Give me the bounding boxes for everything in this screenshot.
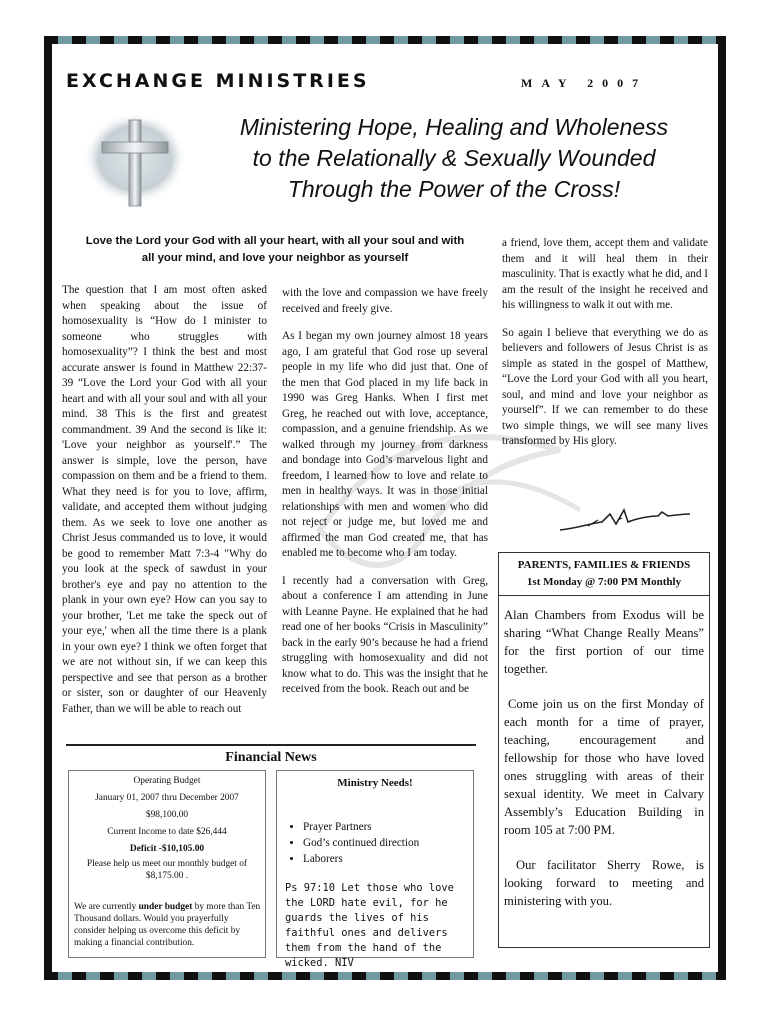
budget-note-emphasis: under budget [138, 902, 193, 912]
article-column-2 [282, 286, 488, 710]
budget-box [68, 770, 266, 958]
masthead: EXCHANGE MINISTRIES [66, 70, 370, 92]
issue-date: MAY 2007 [521, 76, 648, 90]
list-item: • Laborers [303, 851, 473, 867]
article-column-1 [62, 283, 267, 729]
article-column-3 [502, 236, 708, 462]
article-paragraph: The question that I am most often asked when speaking about the issue of homosexuality is “How do I minister to someone who struggles with homosexuality”? I think the best and most accurate answer is found in Matthew 22:37-39 “Love the Lord your God with all your heart and with all your soul and with all your mind. 38 This is the first and greatest commandment. 39 And the second is like it: 'Love your neighbor as yourself'.” The answer is simple, love the person, have compassion on them and be a friend to them. What they need is for you to love, affirm, validate, and accepted them without judging them. As we seek to love one another as Christ Jesus commanded us to love, it would be good to remember Matt 7:3-4 "Why do you look at the speck of sawdust in your brother's eye and pay no attention to the plank in your own eye? How can you say to your brother, 'Let me take the speck out of your eye,' when all the time there is a plank in your own eye? I think we often forget that we are not without sin, if we can keep this perspective and see that person as a brother or sister, son or daughter of our Heavenly Father, than we will be able to reach out [62, 284, 267, 715]
article-paragraph: with the love and compassion we have freely received and freely give. [282, 287, 488, 315]
tagline [232, 112, 676, 205]
parents-box-paragraph: Our facilitator Sherry Rowe, is looking forward to meeting and ministering with you. [504, 858, 704, 908]
signature-icon [558, 500, 692, 536]
tagline-line-3: Through the Power of the Cross! [287, 176, 621, 202]
ministry-needs-list [277, 819, 473, 867]
current-income: Current Income to date $26,444 [107, 827, 227, 837]
list-item: • Prayer Partners [303, 819, 473, 835]
psalm-verse: Ps 97:10 Let those who love the LORD hate evil, for he guards the lives of his faithful ones and delivers them from the hand of the wicked. NIV [285, 882, 454, 969]
verse-heading-line-1: Love the Lord your God with all your heart, with all your soul and with [85, 235, 465, 247]
deficit: Deficit -$10,105.00 [129, 844, 205, 854]
verse-heading [62, 233, 488, 267]
financial-divider [66, 744, 476, 746]
financial-news-title: Financial News [225, 750, 317, 765]
budget-note-text: We are currently [74, 902, 139, 912]
budget-period: January 01, 2007 thru December 2007 [95, 793, 239, 803]
article-paragraph: So again I believe that everything we do as believers and followers of Jesus Christ is as simple as stated in the gospel of Matthew, “Love the Lord your God with all you heart, soul, and mind and love your neighbor as yourself”. If we can remember to do these two simple things, we will see many lives transformed by His glory. [502, 326, 708, 447]
parents-box-title: PARENTS, FAMILIES & FRIENDS [517, 559, 691, 571]
tagline-line-1: Ministering Hope, Healing and Wholeness [239, 114, 669, 140]
budget-note-text: by more than Ten Thousand dollars. Would you prayerfully consider helping us overcome this deficit by making a financial contribution. [74, 902, 261, 948]
verse-heading-line-2: all your mind, and love your neighbor as yourself [141, 252, 409, 264]
operating-budget-label: Operating Budget [133, 776, 201, 786]
parents-box-body [499, 596, 709, 910]
ministry-needs-title: Ministry Needs! [337, 777, 413, 789]
parents-box-schedule: 1st Monday @ 7:00 PM Monthly [526, 576, 682, 588]
parents-box-header [499, 553, 709, 596]
cross-logo-icon [82, 110, 188, 214]
monthly-budget-line: Please help us meet our monthly budget of $8,175.00 . [86, 859, 248, 881]
budget-amount: $98,100.00 [145, 810, 189, 820]
article-paragraph: As I began my own journey almost 18 years ago, I am grateful that God rose up several people in my life who did just that. One of the men that God placed in my life back in 1990 was Greg Hanks. When I first met Greg, he reached out with love, acceptance, compassion, and a genuine friendship. As we walked through my journey from darkness and bondage into God’s marvelous light and freedom, I learned how to love and relate to men in healthy ways. It was in those initial relationships with men and women who did not reject or judge me, but loved me and affirmed the man God created me, that has enabled me to become who I am today. [282, 330, 488, 559]
article-paragraph: a friend, love them, accept them and validate them and it will heal them in their masculinity. That is exactly what he did, and I am the result of the insight he received and his willingness to walk it out with me. [502, 237, 708, 311]
budget-note [74, 901, 262, 949]
ministry-needs-box [276, 770, 474, 969]
parents-families-box [498, 552, 710, 948]
list-item: • God’s continued direction [303, 835, 473, 851]
article-paragraph: I recently had a conversation with Greg, about a conference I am attending in June with Leanne Payne. He explained that he had read one of her books “Crisis in Masculinity” back in the early 90’s because he had a friend struggling with homosexuality and did not know what to do. This was the insight that he received from the book. Reach out and be [282, 574, 488, 695]
tagline-line-2: to the Relationally & Sexually Wounded [252, 145, 656, 171]
parents-box-paragraph: Alan Chambers from Exodus will be sharing “What Change Really Means” for the first portion of our time together. [504, 608, 704, 676]
parents-box-paragraph: Come join us on the first Monday of each month for a time of prayer, teaching, encouragement and fellowship for those who have loved ones struggling with areas of their sexual identity. We meet in Calvary Assembly’s Education Building in room 105 at 7:00 PM. [504, 697, 704, 837]
